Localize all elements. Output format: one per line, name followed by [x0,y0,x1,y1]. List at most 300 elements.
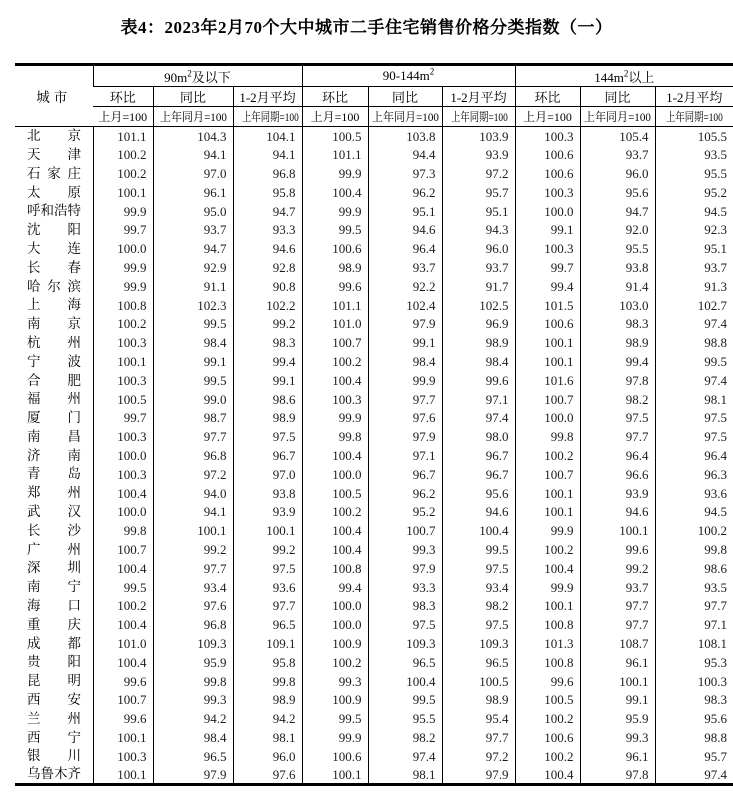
value-cell: 101.3 [515,634,580,653]
city-name: 沈 阳 [27,222,81,238]
value-cell: 96.1 [153,183,233,202]
value-cell: 99.6 [93,709,153,728]
city-name: 南 京 [27,316,81,332]
group-label-text: 及以下 [191,69,231,85]
value-cell: 100.1 [93,352,153,371]
value-cell: 95.4 [442,709,515,728]
group-label-text: 90-144m [382,68,430,83]
value-cell: 99.5 [153,314,233,333]
base-header-prev-month: 上月=100 [93,107,153,127]
table-row [15,615,733,634]
value-cell: 97.1 [368,446,442,465]
city-cell [15,672,93,691]
value-cell: 109.3 [368,634,442,653]
table-row [15,258,733,277]
value-cell: 96.6 [580,465,655,484]
value-cell: 99.5 [442,540,515,559]
value-cell: 99.8 [93,521,153,540]
city-name: 郑 州 [27,485,81,501]
city-cell [15,484,93,503]
value-cell: 100.7 [93,540,153,559]
city-name: 西 安 [27,692,81,708]
city-name: 西 宁 [27,729,81,745]
table-row [15,333,733,352]
city-cell [15,202,93,221]
value-cell: 100.4 [302,540,368,559]
city-cell [15,333,93,352]
value-cell: 101.6 [515,371,580,390]
table-body [15,127,733,785]
city-name: 深 圳 [27,560,81,576]
value-cell: 97.9 [368,427,442,446]
city-cell [15,540,93,559]
value-cell: 93.7 [580,578,655,597]
value-cell: 100.4 [93,615,153,634]
value-cell: 99.6 [580,540,655,559]
value-cell: 93.3 [233,220,302,239]
value-cell: 96.5 [153,747,233,766]
value-cell: 99.7 [515,258,580,277]
table-row [15,427,733,446]
value-cell: 105.4 [580,127,655,146]
city-name: 海 口 [27,598,81,614]
value-cell: 94.2 [233,709,302,728]
value-cell: 97.2 [442,747,515,766]
group-label-text: 90m [164,69,188,85]
value-cell: 93.7 [442,258,515,277]
metric-header-yoy: 同比 [368,87,442,107]
value-cell: 100.1 [515,352,580,371]
table-row [15,596,733,615]
value-cell: 97.9 [368,314,442,333]
city-cell [15,427,93,446]
value-cell: 99.5 [302,709,368,728]
city-name: 昆 明 [27,673,81,689]
value-cell: 99.8 [233,672,302,691]
value-cell: 96.5 [233,615,302,634]
value-cell: 100.7 [93,690,153,709]
city-name: 呼 和 浩 特 [27,203,81,219]
value-cell: 97.5 [233,559,302,578]
value-cell: 93.5 [655,578,733,597]
value-cell: 100.1 [93,766,153,785]
value-cell: 96.9 [442,314,515,333]
page-title: 表4：2023年2月70个大中城市二手住宅销售价格分类指数（一） [120,18,613,37]
value-cell: 100.4 [442,521,515,540]
value-cell: 101.0 [302,314,368,333]
value-cell: 92.8 [233,258,302,277]
value-cell: 100.0 [93,446,153,465]
city-cell [15,164,93,183]
value-cell: 95.6 [580,183,655,202]
value-cell: 93.9 [442,145,515,164]
value-cell: 99.9 [93,202,153,221]
value-cell: 97.6 [368,408,442,427]
value-cell: 103.9 [442,127,515,146]
value-cell: 100.3 [93,371,153,390]
value-cell: 95.3 [655,653,733,672]
city-cell [15,220,93,239]
value-cell: 98.4 [153,728,233,747]
value-cell: 94.1 [153,145,233,164]
value-cell: 95.7 [655,747,733,766]
city-name: 银 川 [27,748,81,764]
value-cell: 97.9 [153,766,233,785]
value-cell: 92.2 [368,277,442,296]
value-cell: 100.5 [302,484,368,503]
value-cell: 100.2 [515,747,580,766]
value-cell: 99.6 [515,672,580,691]
value-cell: 99.5 [655,352,733,371]
value-cell: 100.6 [515,314,580,333]
value-cell: 97.2 [153,465,233,484]
value-cell: 99.3 [153,690,233,709]
value-cell: 99.9 [368,371,442,390]
table-row [15,145,733,164]
value-cell: 100.8 [302,559,368,578]
city-name: 太 原 [27,184,81,200]
value-cell: 99.6 [93,672,153,691]
city-cell [15,127,93,146]
value-cell: 95.1 [655,239,733,258]
value-cell: 98.2 [442,596,515,615]
city-cell [15,578,93,597]
value-cell: 95.9 [580,709,655,728]
value-cell: 97.7 [368,390,442,409]
value-cell: 94.0 [153,484,233,503]
value-cell: 96.8 [153,446,233,465]
value-cell: 98.3 [233,333,302,352]
value-cell: 94.4 [368,145,442,164]
value-cell: 99.9 [302,164,368,183]
value-cell: 99.8 [153,672,233,691]
value-cell: 100.4 [368,672,442,691]
value-cell: 98.6 [233,390,302,409]
value-cell: 96.7 [368,465,442,484]
value-cell: 100.2 [93,596,153,615]
value-cell: 99.2 [233,314,302,333]
value-cell: 96.7 [442,446,515,465]
value-cell: 95.0 [153,202,233,221]
value-cell: 100.1 [580,672,655,691]
value-cell: 97.7 [580,596,655,615]
value-cell: 99.5 [153,371,233,390]
city-cell [15,371,93,390]
value-cell: 97.8 [580,371,655,390]
city-cell [15,239,93,258]
value-cell: 104.3 [153,127,233,146]
value-cell: 105.5 [655,127,733,146]
city-name: 杭 州 [27,334,81,350]
value-cell: 100.5 [302,127,368,146]
value-cell: 97.5 [442,615,515,634]
table-row [15,559,733,578]
value-cell: 100.7 [515,465,580,484]
metric-header-avg: 1-2月平均 [655,87,733,107]
value-cell: 102.2 [233,296,302,315]
value-cell: 93.7 [153,220,233,239]
city-cell [15,709,93,728]
value-cell: 98.9 [233,690,302,709]
value-cell: 93.6 [655,484,733,503]
city-cell [15,352,93,371]
value-cell: 95.5 [580,239,655,258]
base-header-prev-year-month: 上年同月=100 [580,107,655,127]
value-cell: 100.0 [93,502,153,521]
value-cell: 100.2 [93,314,153,333]
value-cell: 99.6 [442,371,515,390]
value-cell: 91.7 [442,277,515,296]
value-cell: 98.4 [153,333,233,352]
value-cell: 93.7 [655,258,733,277]
value-cell: 98.2 [580,390,655,409]
value-cell: 100.6 [515,145,580,164]
header-row-base [15,107,733,127]
value-cell: 93.3 [368,578,442,597]
city-cell [15,145,93,164]
value-cell: 97.4 [655,371,733,390]
value-cell: 99.5 [368,690,442,709]
city-cell [15,615,93,634]
table-row [15,634,733,653]
value-cell: 99.9 [515,578,580,597]
city-cell [15,766,93,785]
value-cell: 95.6 [442,484,515,503]
table-row [15,408,733,427]
value-cell: 96.4 [580,446,655,465]
value-cell: 98.9 [442,333,515,352]
value-cell: 94.7 [233,202,302,221]
value-cell: 97.7 [655,596,733,615]
value-cell: 99.8 [515,427,580,446]
value-cell: 102.4 [368,296,442,315]
base-header-prev-year-period: 上年同期=100 [233,107,302,127]
value-cell: 100.4 [302,521,368,540]
value-cell: 109.3 [442,634,515,653]
city-name: 长 春 [27,259,81,275]
city-name: 南 昌 [27,428,81,444]
metric-header-avg: 1-2月平均 [442,87,515,107]
value-cell: 93.9 [580,484,655,503]
city-name: 乌 鲁 木 齐 [27,766,81,782]
value-cell: 100.4 [302,446,368,465]
value-cell: 109.1 [233,634,302,653]
value-cell: 99.2 [233,540,302,559]
value-cell: 97.4 [655,766,733,785]
value-cell: 100.3 [302,390,368,409]
city-column-header: 城市 [15,65,93,127]
value-cell: 100.5 [93,390,153,409]
table-row [15,446,733,465]
city-cell [15,258,93,277]
value-cell: 99.4 [302,578,368,597]
value-cell: 99.0 [153,390,233,409]
value-cell: 96.0 [442,239,515,258]
value-cell: 100.4 [302,371,368,390]
value-cell: 99.1 [153,352,233,371]
value-cell: 93.8 [580,258,655,277]
value-cell: 98.4 [442,352,515,371]
value-cell: 99.7 [93,408,153,427]
value-cell: 100.3 [515,239,580,258]
value-cell: 100.1 [515,596,580,615]
value-cell: 94.7 [153,239,233,258]
city-name: 青 岛 [27,466,81,482]
value-cell: 96.0 [580,164,655,183]
value-cell: 96.3 [655,465,733,484]
value-cell: 100.1 [515,484,580,503]
value-cell: 99.9 [93,277,153,296]
value-cell: 99.2 [153,540,233,559]
value-cell: 100.4 [93,484,153,503]
metric-header-yoy: 同比 [153,87,233,107]
value-cell: 94.2 [153,709,233,728]
value-cell: 99.1 [233,371,302,390]
value-cell: 95.5 [655,164,733,183]
city-cell [15,521,93,540]
value-cell: 96.2 [368,183,442,202]
value-cell: 97.4 [368,747,442,766]
value-cell: 99.4 [515,277,580,296]
value-cell: 97.5 [655,408,733,427]
value-cell: 99.9 [302,408,368,427]
value-cell: 100.0 [302,615,368,634]
city-cell [15,728,93,747]
value-cell: 93.9 [233,502,302,521]
city-name: 天 津 [27,146,81,162]
city-name: 贵 阳 [27,654,81,670]
value-cell: 96.5 [368,653,442,672]
value-cell: 99.4 [580,352,655,371]
group-header-144-above [515,65,733,87]
table-row [15,352,733,371]
value-cell: 97.1 [655,615,733,634]
city-cell [15,277,93,296]
value-cell: 95.5 [368,709,442,728]
superscript: 2 [623,68,629,79]
table-row [15,690,733,709]
value-cell: 100.2 [93,145,153,164]
value-cell: 95.8 [233,653,302,672]
table-row [15,371,733,390]
base-header-prev-month: 上月=100 [302,107,368,127]
city-cell [15,465,93,484]
base-header-prev-year-period: 上年同期=100 [442,107,515,127]
value-cell: 100.3 [93,747,153,766]
value-cell: 94.6 [580,502,655,521]
value-cell: 94.1 [153,502,233,521]
city-name: 石 家 庄 [27,165,81,181]
group-label-text: 144m [594,69,624,85]
table-row [15,239,733,258]
city-name: 广 州 [27,541,81,557]
table-row [15,766,733,785]
value-cell: 96.4 [655,446,733,465]
value-cell: 99.5 [302,220,368,239]
value-cell: 95.6 [655,709,733,728]
table-row [15,578,733,597]
value-cell: 94.6 [368,220,442,239]
value-cell: 96.5 [442,653,515,672]
value-cell: 99.4 [233,352,302,371]
value-cell: 97.8 [580,766,655,785]
value-cell: 101.1 [93,127,153,146]
value-cell: 100.2 [302,502,368,521]
value-cell: 103.0 [580,296,655,315]
value-cell: 101.1 [302,296,368,315]
city-name: 重 庆 [27,616,81,632]
value-cell: 93.8 [233,484,302,503]
value-cell: 98.3 [655,690,733,709]
value-cell: 100.0 [515,202,580,221]
table-row [15,296,733,315]
value-cell: 92.3 [655,220,733,239]
value-cell: 98.7 [153,408,233,427]
value-cell: 102.3 [153,296,233,315]
value-cell: 98.9 [302,258,368,277]
value-cell: 97.7 [580,615,655,634]
value-cell: 104.1 [233,127,302,146]
value-cell: 96.4 [368,239,442,258]
value-cell: 100.4 [302,183,368,202]
value-cell: 97.5 [233,427,302,446]
value-cell: 95.2 [655,183,733,202]
city-name: 济 南 [27,447,81,463]
metric-header-mom: 环比 [302,87,368,107]
value-cell: 93.4 [442,578,515,597]
value-cell: 97.7 [153,427,233,446]
value-cell: 98.9 [442,690,515,709]
value-cell: 100.7 [515,390,580,409]
base-header-prev-year-period: 上年同期=100 [655,107,733,127]
value-cell: 99.3 [580,728,655,747]
value-cell: 100.3 [655,672,733,691]
city-cell [15,502,93,521]
value-cell: 97.0 [233,465,302,484]
table-row [15,728,733,747]
city-name: 哈 尔 滨 [27,278,81,294]
table-row [15,653,733,672]
value-cell: 91.4 [580,277,655,296]
value-cell: 96.8 [153,615,233,634]
city-cell [15,653,93,672]
value-cell: 98.8 [655,333,733,352]
header-row-groups [15,65,733,87]
value-cell: 98.0 [442,427,515,446]
value-cell: 99.3 [302,672,368,691]
value-cell: 100.4 [93,559,153,578]
header-row-metrics [15,87,733,107]
value-cell: 93.4 [153,578,233,597]
value-cell: 99.9 [515,521,580,540]
city-cell [15,596,93,615]
group-label-text: 以上 [628,69,655,85]
table-row [15,220,733,239]
city-name: 福 州 [27,391,81,407]
table-row [15,709,733,728]
superscript: 2 [429,66,435,77]
value-cell: 100.2 [655,521,733,540]
city-name: 合 肥 [27,372,81,388]
city-cell [15,296,93,315]
table-row [15,183,733,202]
value-cell: 100.7 [368,521,442,540]
value-cell: 97.9 [442,766,515,785]
table-row [15,277,733,296]
table-row [15,390,733,409]
table-row [15,202,733,221]
value-cell: 99.7 [93,220,153,239]
